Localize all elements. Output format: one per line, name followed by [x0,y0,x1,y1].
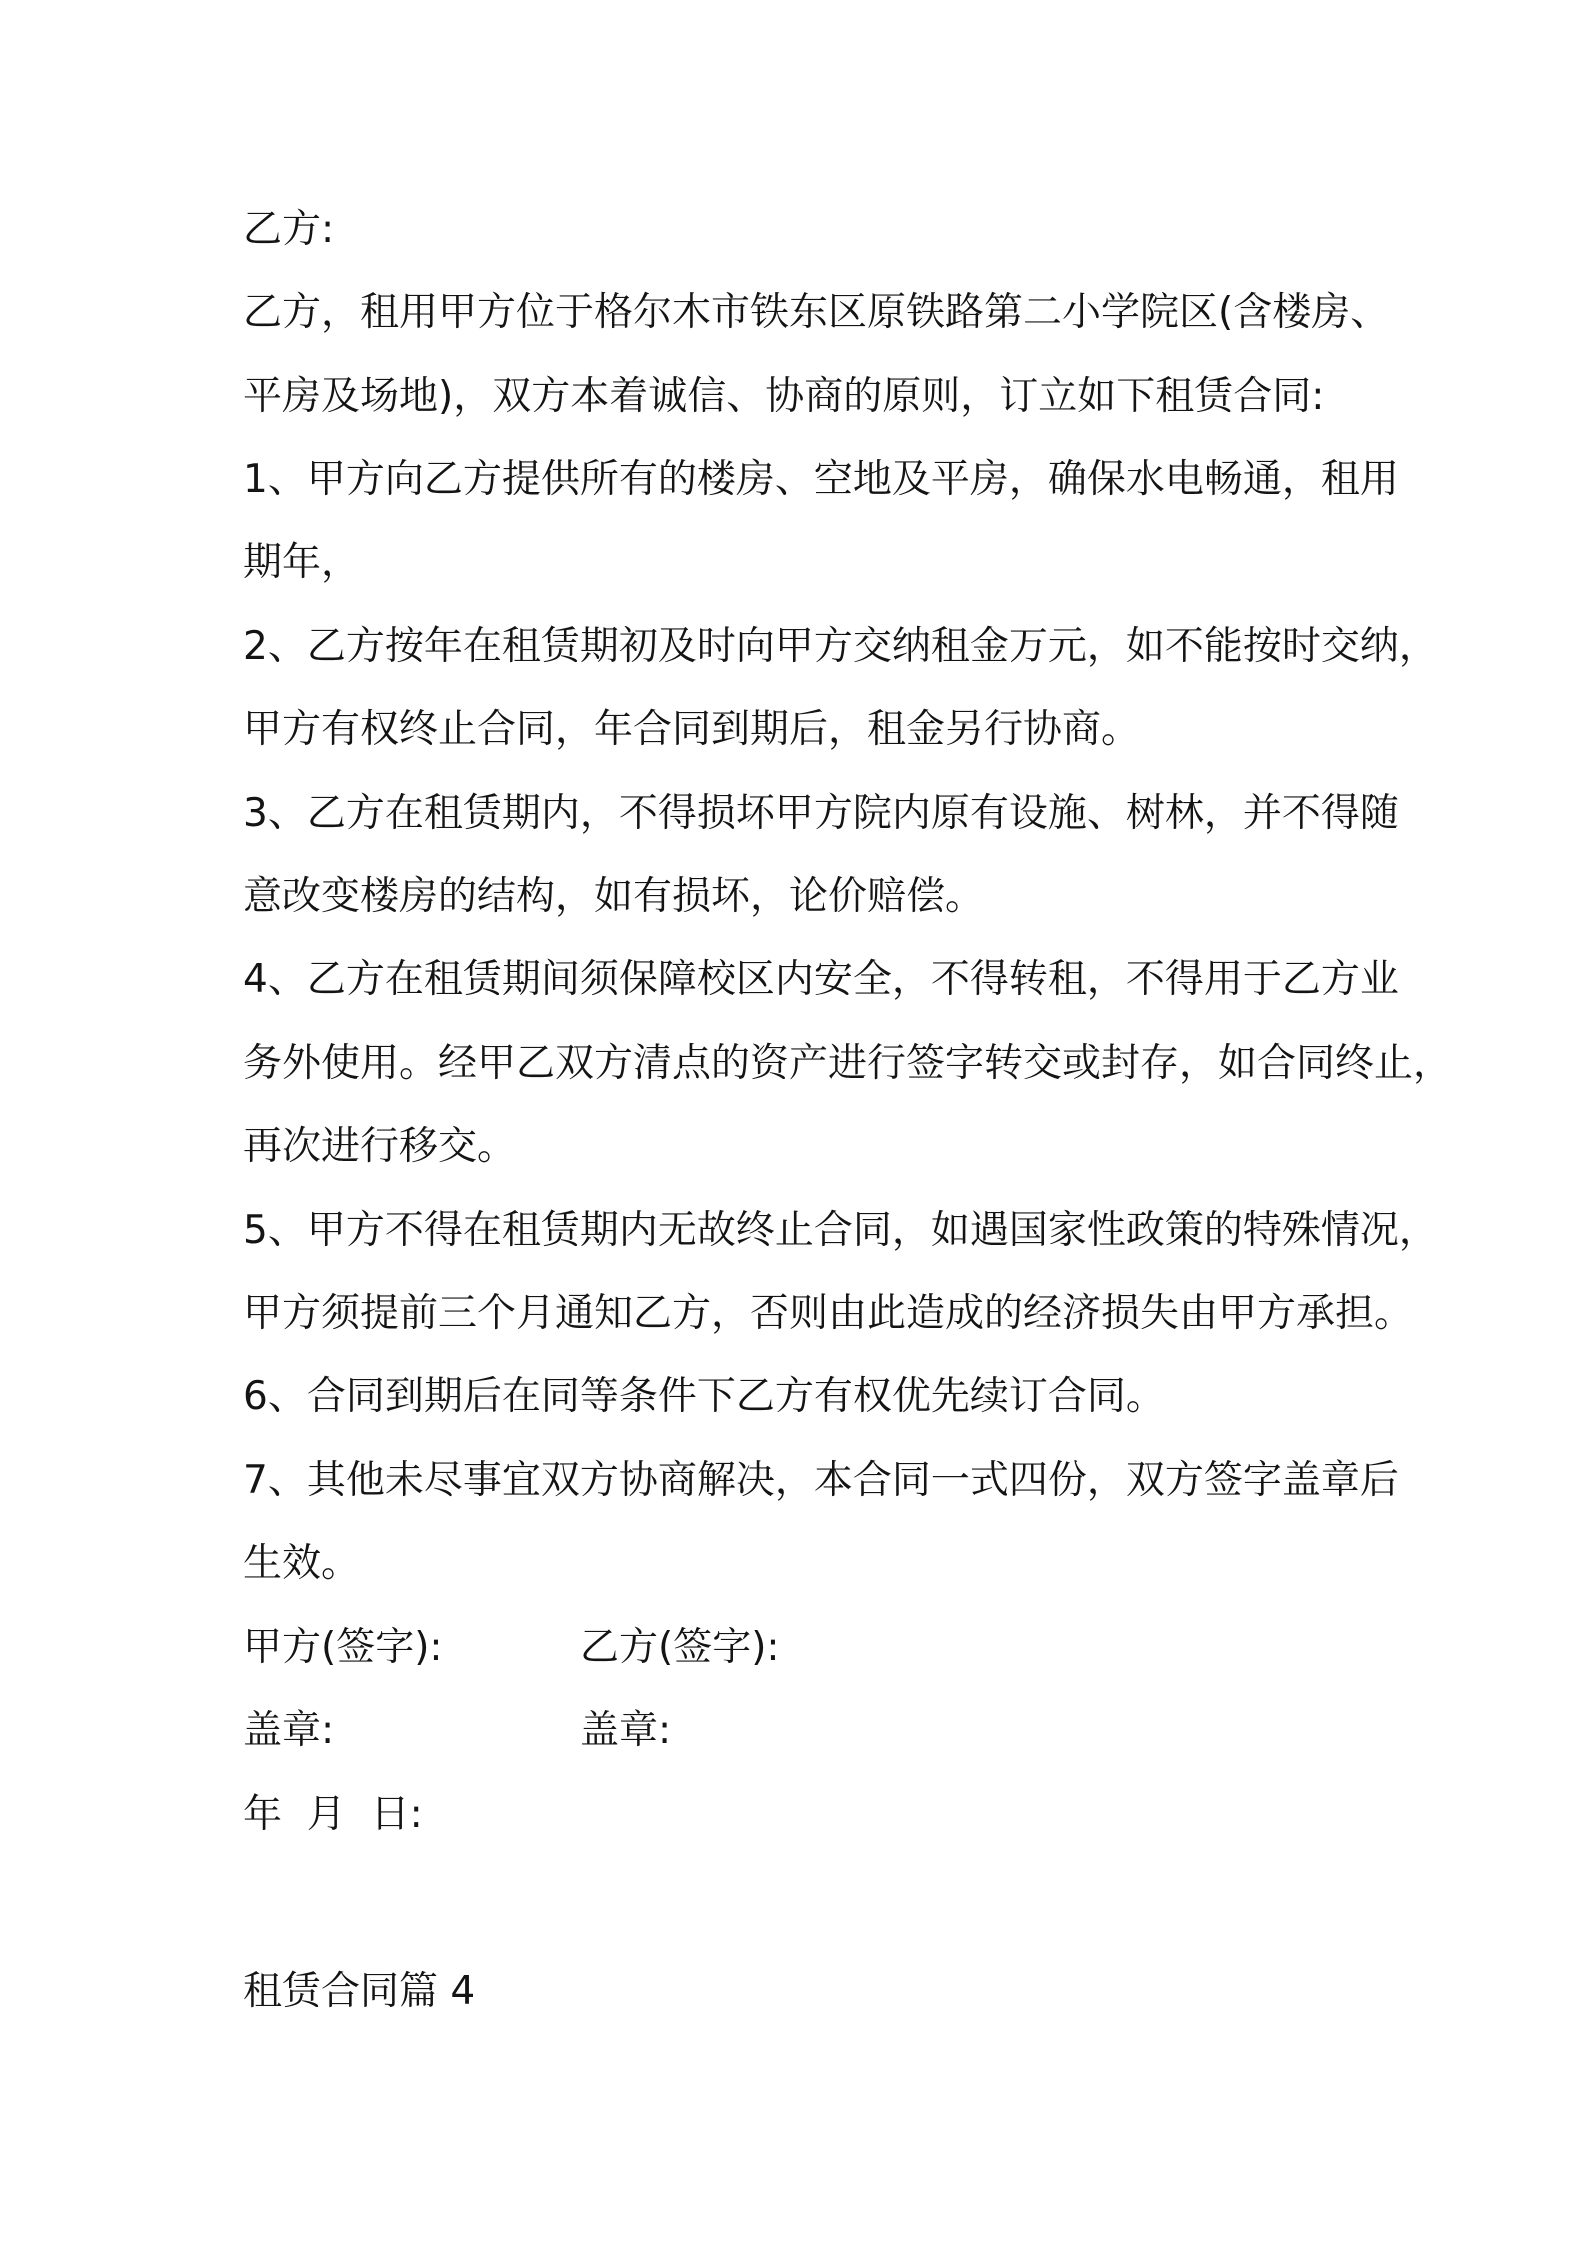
date-label: 年 月 日: [243,1792,423,1837]
clause-5-line-1: 5、甲方不得在租赁期内无故终止合同，如遇国家性政策的特殊情况， [243,1208,1438,1253]
clause-3-line-1: 3、乙方在租赁期内，不得损坏甲方院内原有设施、树林，并不得随 [243,791,1399,836]
party-a-signature-label: 甲方(签字): [243,1625,443,1670]
intro-line-1: 乙方，租用甲方位于格尔木市铁东区原铁路第二小学院区(含楼房、 [243,290,1390,335]
party-b-heading: 乙方: [243,207,335,252]
party-a-seal-label: 盖章: [243,1708,335,1753]
clause-2-line-1: 2、乙方按年在租赁期初及时向甲方交纳租金万元，如不能按时交纳， [243,624,1438,669]
clause-4-line-2: 务外使用。经甲乙双方清点的资产进行签字转交或封存，如合同终止， [243,1041,1453,1086]
clause-7-line-2: 生效。 [243,1541,361,1586]
party-b-seal-label: 盖章: [580,1708,672,1753]
clause-4-line-1: 4、乙方在租赁期间须保障校区内安全，不得转租，不得用于乙方业 [243,957,1399,1002]
clause-2-line-2: 甲方有权终止合同，年合同到期后，租金另行协商。 [243,707,1141,752]
clause-3-line-2: 意改变楼房的结构，如有损坏，论价赔偿。 [243,874,985,919]
next-section-title: 租赁合同篇 4 [243,1969,476,2014]
clause-1-line-2: 期年， [243,540,361,585]
clause-1-line-1: 1、甲方向乙方提供所有的楼房、空地及平房，确保水电畅通，租用 [243,457,1399,502]
intro-line-2: 平房及场地)，双方本着诚信、协商的原则，订立如下租赁合同: [243,374,1325,419]
clause-6-line-1: 6、合同到期后在同等条件下乙方有权优先续订合同。 [243,1374,1165,1419]
clause-7-line-1: 7、其他未尽事宜双方协商解决，本合同一式四份，双方签字盖章后 [243,1458,1399,1503]
clause-4-line-3: 再次进行移交。 [243,1124,517,1169]
clause-5-line-2: 甲方须提前三个月通知乙方，否则由此造成的经济损失由甲方承担。 [243,1291,1414,1336]
party-b-signature-label: 乙方(签字): [580,1625,780,1670]
